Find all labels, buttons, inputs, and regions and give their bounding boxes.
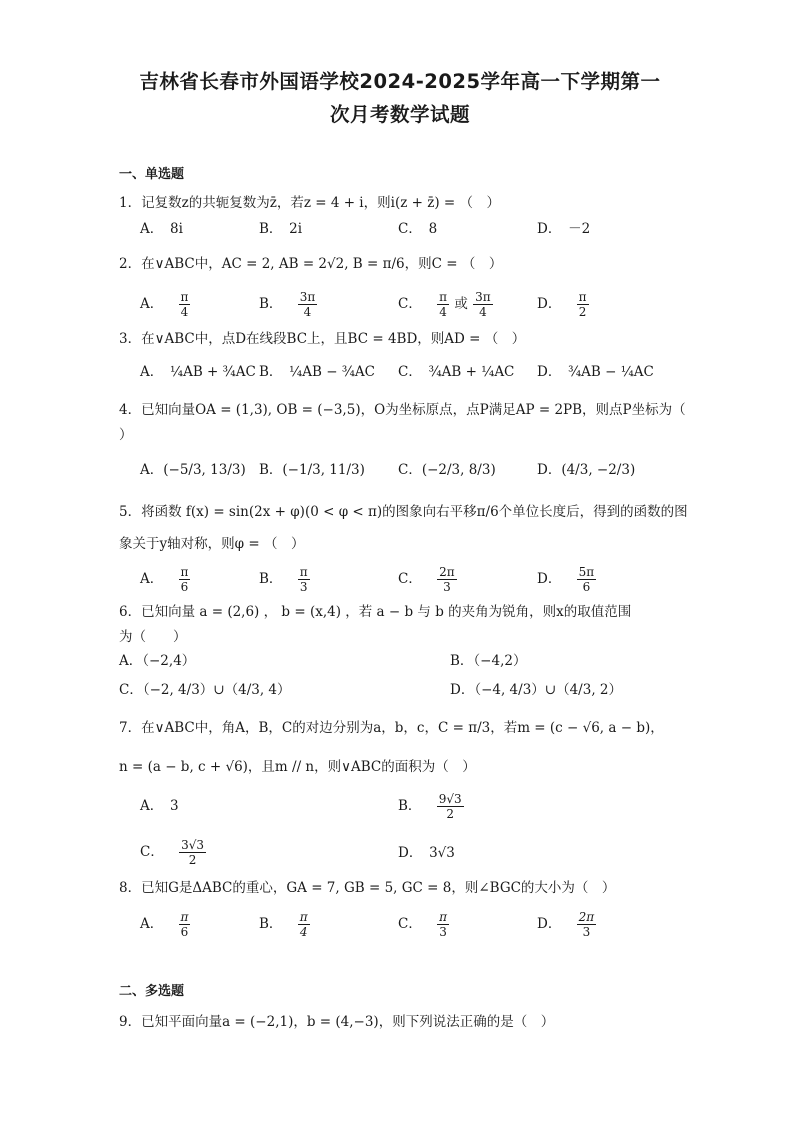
or-text: 或 (454, 296, 468, 312)
q4-option-d: D．(4/3, −2/3) (537, 462, 636, 478)
question-1-stem: 1．记复数z的共轭复数为z̄，若z = 4 + i，则i(z + z̄) = （ ） (119, 195, 500, 211)
fraction: $\frac{9√3}{2}$ (438, 792, 462, 821)
q1-option-a: A． 8i (140, 221, 183, 237)
q4-option-b: B．(−1/3, 11/3) (259, 462, 365, 478)
option-label: B． (398, 798, 422, 814)
fraction: $\frac{\pi}{6}$ (180, 565, 189, 594)
q6-option-b: B．（−4,2） (450, 653, 527, 669)
q4-option-a: A．(−5/3, 13/3) (140, 462, 246, 478)
option-label: C． (398, 296, 422, 312)
q1-option-c: C． 8 (398, 221, 438, 237)
option-label: D． (537, 916, 562, 932)
fraction: $\frac{\pi}{4}$ (299, 910, 308, 939)
q7-option-a: A． 3 (140, 798, 179, 814)
q7-option-d: D． 3√3 (398, 845, 455, 861)
q5-option-c (398, 565, 458, 594)
q8-option-d (537, 910, 597, 939)
fraction: $\frac{\pi}{6}$ (180, 910, 189, 939)
question-2-stem: 2．在∨ABC中，AC = 2, AB = 2√2, B = π/6，则C = （ ） (119, 256, 503, 272)
question-4-stem-line-1: 4．已知向量OA = (1,3), OB = (−3,5)，O为坐标原点，点P满足AP = 2PB，则点P坐标为（ (119, 402, 686, 418)
fraction: $\frac{3\pi}{4}$ (299, 290, 316, 319)
question-9-stem: 9．已知平面向量a = (−2,1)，b = (4,−3)，则下列说法正确的是（ ） (119, 1014, 555, 1030)
option-label: B． (259, 916, 283, 932)
q8-option-a (140, 910, 191, 939)
q8-option-c (398, 910, 450, 939)
option-label: C． (398, 571, 422, 587)
option-label: A． (140, 296, 164, 312)
option-label: C． (398, 916, 422, 932)
option-label: B． (259, 571, 283, 587)
fraction: $\frac{3\pi}{4}$ (475, 290, 491, 319)
question-6-stem-line-2: 为（ ） (119, 629, 187, 645)
q5-option-a (140, 565, 191, 594)
option-label: D． (537, 296, 562, 312)
question-8-stem: 8．已知G是ΔABC的重心，GA = 7, GB = 5, GC = 8，则∠BGC的大小为（ ） (119, 880, 616, 896)
q7-option-b (398, 792, 465, 821)
question-5-stem-line-1: 5．将函数 f(x) = sin(2x + φ)(0 < φ < π)的图象向右平移π/6个单位长度后，得到的函数的图 (119, 504, 688, 520)
q3-option-b: B． ¼AB − ¾AC (259, 364, 375, 380)
fraction: $\frac{\pi}{4}$ (180, 290, 189, 319)
option-label: D． (537, 571, 562, 587)
fraction: $\frac{\pi}{4}$ (439, 290, 448, 319)
q2-option-a (140, 290, 191, 319)
q2-option-d (537, 290, 590, 319)
section-single-choice: 一、单选题 (119, 167, 185, 182)
fraction: $\frac{5\pi}{6}$ (578, 565, 595, 594)
option-label: C． (140, 844, 164, 860)
q8-option-b (259, 910, 311, 939)
q4-option-c: C．(−2/3, 8/3) (398, 462, 496, 478)
q6-option-d: D．（−4, 4/3）∪（4/3, 2） (450, 682, 622, 698)
question-6-stem-line-1: 6．已知向量 a = (2,6) ， b = (x,4) ，若 a − b 与 b 的夹角为锐角，则x的取值范围 (119, 604, 632, 620)
title-line-2: 次月考数学试题 (329, 103, 470, 126)
q3-option-a: A． ¼AB + ¾AC (140, 364, 256, 380)
q2-option-c (398, 290, 494, 319)
q3-option-c: C． ¾AB + ¼AC (398, 364, 515, 380)
q5-option-b (259, 565, 311, 594)
q1-option-b: B． 2i (259, 221, 303, 237)
fraction: $\frac{\pi}{3}$ (439, 910, 448, 939)
question-7-stem-line-2: n = (a − b, c + √6)，且m // n，则∨ABC的面积为（ ） (119, 759, 476, 775)
q1-option-d: D． －2 (537, 221, 591, 237)
fraction: $\frac{2\pi}{3}$ (439, 565, 455, 594)
question-3-stem: 3．在∨ABC中，点D在线段BC上，且BC = 4BD，则AD = （ ） (119, 331, 526, 347)
fraction: $\frac{3√3}{2}$ (181, 838, 205, 867)
fraction: $\frac{\pi}{2}$ (578, 290, 587, 319)
q5-option-d (537, 565, 597, 594)
q7-option-c (140, 838, 207, 867)
title-line-1: 吉林省长春市外国语学校2024-2025学年高一下学期第一 (139, 70, 661, 93)
q3-option-d: D． ¾AB − ¼AC (537, 364, 654, 380)
q6-option-c: C．（−2, 4/3）∪（4/3, 4） (119, 682, 291, 698)
option-label: B． (259, 296, 283, 312)
q6-option-a: A．（−2,4） (119, 653, 196, 669)
q2-option-b (259, 290, 318, 319)
fraction: $\frac{2\pi}{3}$ (578, 910, 595, 939)
option-label: A． (140, 571, 164, 587)
section-multiple-choice: 二、多选题 (119, 984, 185, 999)
fraction: $\frac{\pi}{3}$ (299, 565, 308, 594)
question-5-stem-line-2: 象关于y轴对称，则φ = （ ） (119, 536, 305, 552)
option-label: A． (140, 916, 164, 932)
question-4-stem-line-2: ） (119, 427, 133, 443)
question-7-stem-line-1: 7．在∨ABC中，角A，B，C的对边分别为a，b，c，C = π/3，若m = (c − √6, a − b)， (119, 720, 664, 736)
